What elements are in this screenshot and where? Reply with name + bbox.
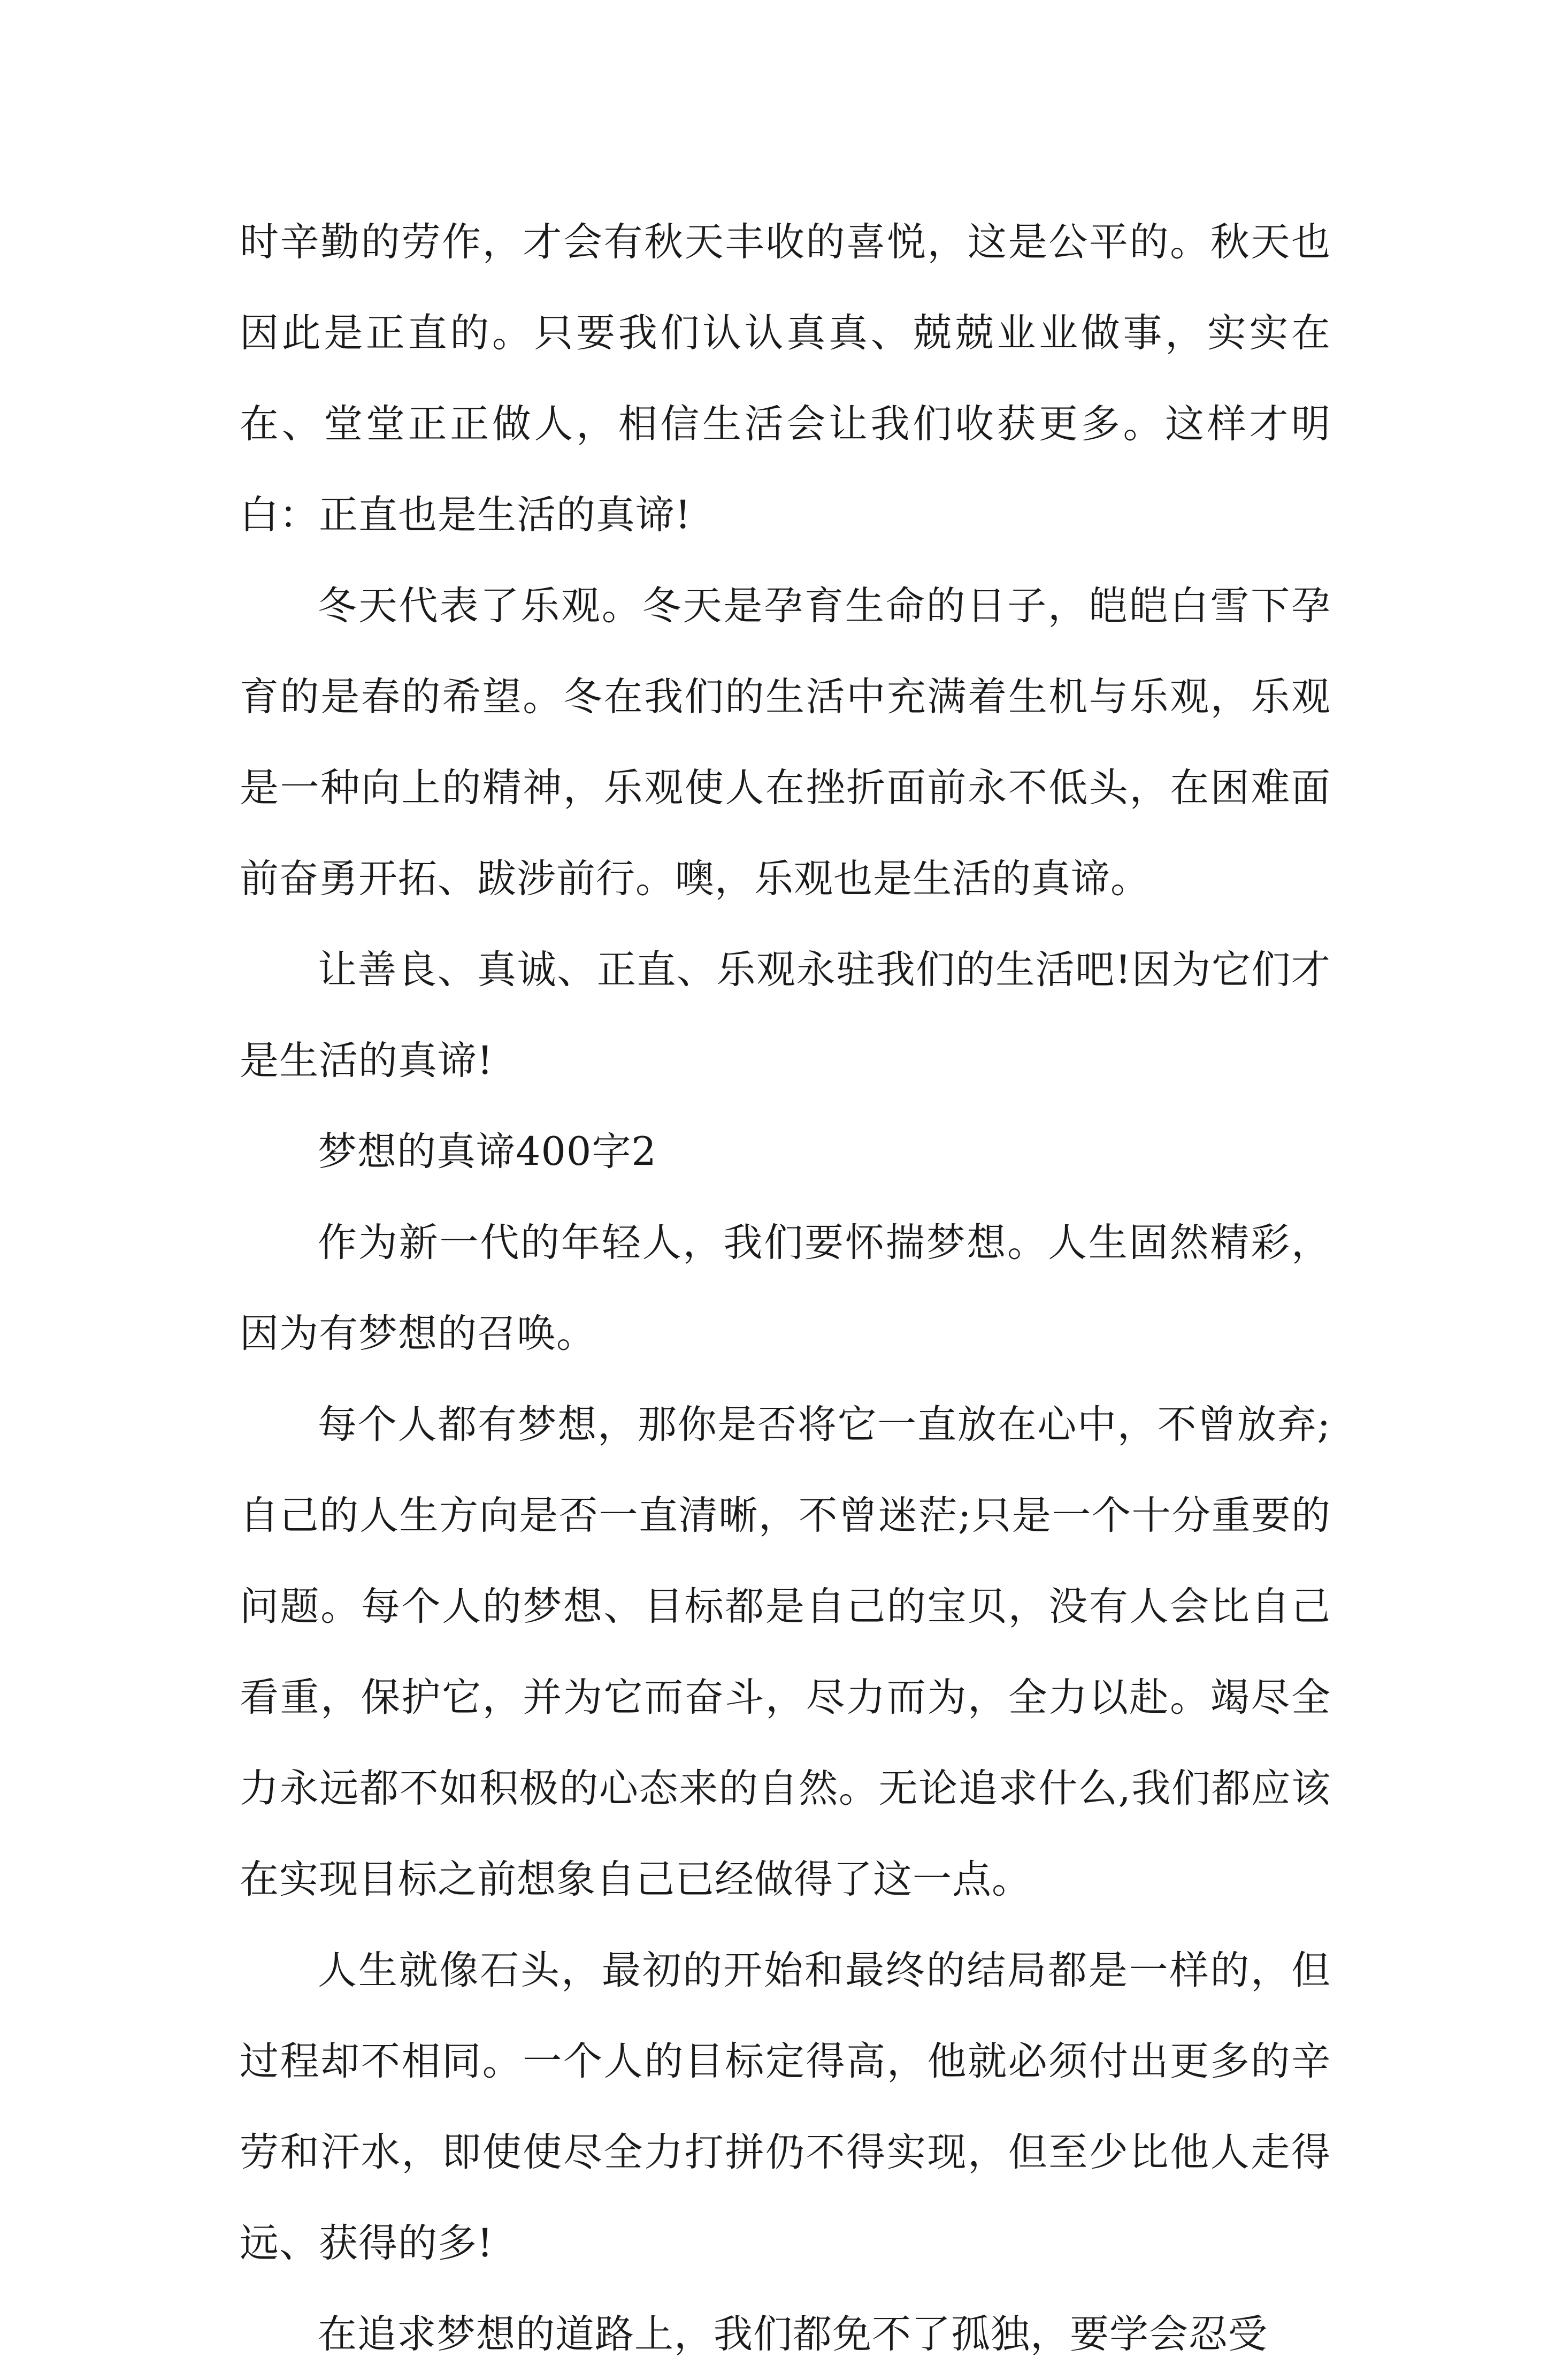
paragraph: 让善良、真诚、正直、乐观永驻我们的生活吧!因为它们才是生活的真谛! [240, 947, 1331, 1084]
paragraph: 在追求梦想的道路上，我们都免不了孤独，要学会忍受 [318, 2312, 1268, 2357]
paragraph: 每个人都有梦想，那你是否将它一直放在心中，不曾放弃;自己的人生方向是否一直清晰，不曾迷茫;只是一个十分重要的问题。每个人的梦想、目标都是自己的宝贝，没有人会比自己看重，保护它，并为它而奋斗，尽力而为，全力以赴。竭尽全力永远都不如积极的心态来的自然。无论追求什么,我们都应该在实现目标之前想象自己已经做得了这一点。 [240, 1402, 1331, 1902]
section-heading: 梦想的真谛400字2 [318, 1129, 657, 1174]
paragraph: 时辛勤的劳作，才会有秋天丰收的喜悦，这是公平的。秋天也因此是正直的。只要我们认认真真、兢兢业业做事，实实在在、堂堂正正做人，相信生活会让我们收获更多。这样才明白：正直也是生活的真谛! [240, 219, 1331, 538]
document-body [240, 197, 1331, 2380]
paragraph: 人生就像石头，最初的开始和最终的结局都是一样的，但过程却不相同。一个人的目标定得高，他就必须付出更多的辛劳和汗水，即使使尽全力打拼仍不得实现，但至少比他人走得远、获得的多! [240, 1948, 1331, 2266]
paragraph: 冬天代表了乐观。冬天是孕育生命的日子，皑皑白雪下孕育的是春的希望。冬在我们的生活中充满着生机与乐观，乐观是一种向上的精神，乐观使人在挫折面前永不低头，在困难面前奋勇开拓、跋涉前行。噢，乐观也是生活的真谛。 [240, 583, 1331, 902]
paragraph: 作为新一代的年轻人，我们要怀揣梦想。人生固然精彩，因为有梦想的召唤。 [240, 1220, 1331, 1356]
